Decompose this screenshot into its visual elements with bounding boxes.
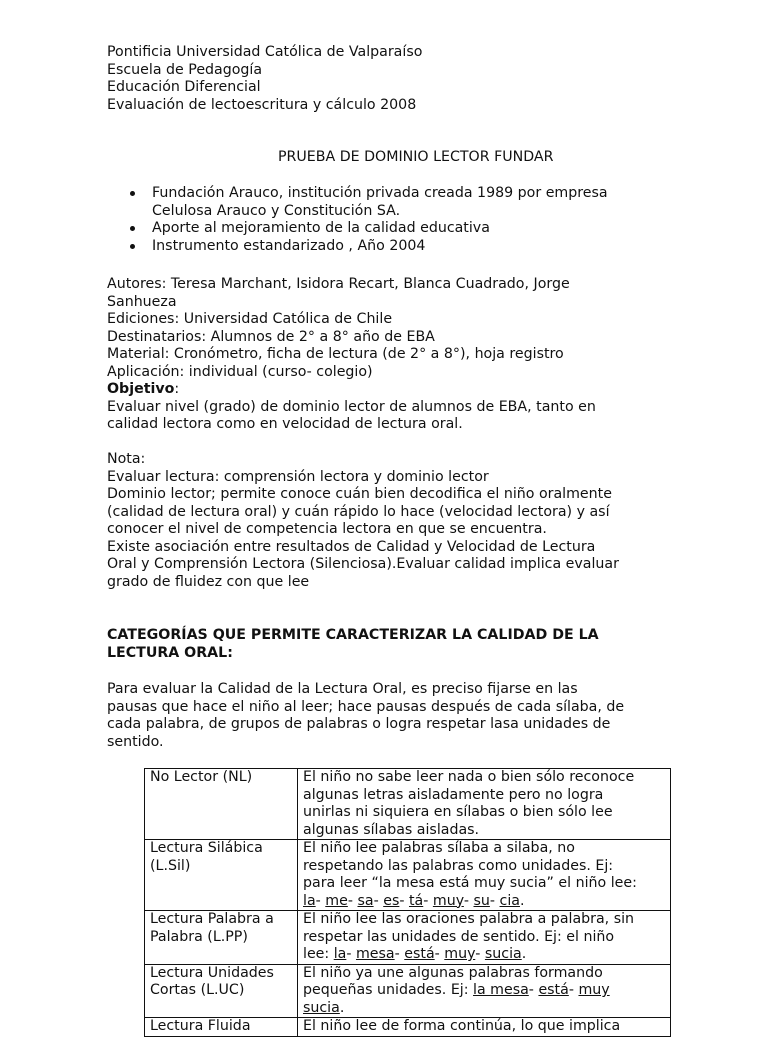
word-example [303, 946, 667, 964]
syllable: tá [408, 892, 424, 909]
word: está [404, 946, 435, 962]
description-line: El niño lee de forma continúa, lo que implica [303, 1018, 621, 1034]
nota-line-7: grado de fluidez con que lee [107, 573, 310, 590]
nota-line-2: Dominio lector; permite conoce cuán bien decodifica el niño oralmente [107, 486, 612, 502]
separator: - [399, 892, 409, 909]
section-heading-line-2: LECTURA ORAL: [107, 644, 233, 661]
list-item [107, 185, 667, 220]
nota-line-1: Evaluar lectura: comprensión lectora y dominio lector [107, 468, 489, 485]
objetivo-line-2: calidad lectora como en velocidad de lectura oral. [107, 416, 463, 432]
document-header [107, 44, 667, 114]
description-line: respetando las palabras como unidades. Ej: [303, 857, 614, 874]
syllable: muy [432, 892, 464, 909]
table-row [145, 964, 671, 1018]
category-cell [145, 840, 298, 911]
course-name: Evaluación de lectoescritura y cálculo 2008 [107, 96, 417, 113]
category-palabra-line-1: Lectura Palabra a [150, 911, 274, 927]
aplicacion: Aplicación: individual (curso- colegio) [107, 363, 373, 380]
description-line: algunas sílabas aisladas. [303, 821, 480, 838]
description-line: unirlas ni siquiera en sílabas o bien sólo lee [303, 804, 613, 820]
autores-line-2: Sanhueza [107, 293, 177, 310]
separator: - [434, 946, 445, 962]
autores-line-1: Autores: Teresa Marchant, Isidora Recart, Blanca Cuadrado, Jorge [107, 276, 570, 292]
list-item [107, 238, 667, 256]
ediciones: Ediciones: Universidad Católica de Chile [107, 311, 393, 327]
description-line: El niño lee las oraciones palabra a palabra, sin [303, 911, 635, 927]
category-cell [145, 1018, 298, 1037]
separator: - [347, 892, 358, 909]
categories-table [144, 768, 671, 1037]
section-intro [107, 681, 667, 751]
description-line: para leer “la mesa está muy sucia” el niño lee: [303, 875, 637, 891]
list-item [107, 220, 667, 238]
intro-line-1: Para evaluar la Calidad de la Lectura Oral, es preciso fijarse en las [107, 681, 578, 697]
nota-line-4: conocer el nivel de competencia lectora en que se encuentra. [107, 521, 547, 537]
nota-label: Nota: [107, 451, 146, 467]
unit: sucia [303, 999, 340, 1016]
nota-line-5: Existe asociación entre resultados de Calidad y Velocidad de Lectura [107, 538, 596, 555]
description-line: El niño ya une algunas palabras formando [303, 964, 603, 981]
unit-example [303, 982, 667, 1000]
objetivo-line-1: Evaluar nivel (grado) de dominio lector de alumnos de EBA, tanto en [107, 398, 596, 415]
category-cell [145, 769, 298, 840]
separator: - [528, 982, 539, 998]
bullet-1-line-2: Celulosa Arauco y Constitución SA. [152, 202, 401, 219]
word: la [333, 946, 347, 962]
syllable: me [325, 892, 348, 909]
description-line: El niño no sabe leer nada o bien sólo reconoce [303, 769, 635, 785]
description-cell [298, 769, 671, 840]
category-unidades-line-2: Cortas (L.UC) [150, 982, 245, 998]
description-line: respetar las unidades de sentido. Ej: el niño [303, 928, 615, 945]
table-row [145, 911, 671, 965]
page-title: PRUEBA DE DOMINIO LECTOR FUNDAR [278, 149, 554, 165]
word: mesa [355, 946, 395, 962]
unit-example-cont [303, 1000, 667, 1018]
category-silabica-line-2: (L.Sil) [150, 857, 191, 874]
description-line: El niño lee palabras sílaba a silaba, no [303, 840, 575, 856]
category-unidades-line-1: Lectura Unidades [150, 964, 274, 981]
unit: está [538, 982, 569, 998]
table-row [145, 1018, 671, 1037]
bullet-list [107, 185, 667, 255]
school-name: Escuela de Pedagogía [107, 61, 263, 78]
word: muy [444, 946, 476, 962]
nota-line-3: (calidad de lectura oral) y cuán rápido lo hace (velocidad lectora) y así [107, 503, 610, 520]
word-example-prefix: lee: [303, 946, 334, 962]
nota-block [107, 451, 667, 591]
period: . [339, 999, 345, 1016]
syllable: su [473, 892, 490, 909]
syllable: la [303, 892, 316, 909]
material: Material: Cronómetro, ficha de lectura (de 2° a 8°), hoja registro [107, 346, 564, 362]
category-fluida: Lectura Fluida [150, 1018, 251, 1034]
unit-example-prefix: pequeñas unidades. Ej: [303, 982, 474, 998]
syllable: sa [357, 892, 374, 909]
word: sucia [484, 946, 522, 962]
unit: muy [578, 982, 610, 998]
separator: - [489, 892, 500, 909]
table-row [145, 769, 671, 840]
separator: - [475, 946, 485, 962]
intro-line-2: pausas que hace el niño al leer; hace pausas después de cada sílaba, de [107, 698, 625, 715]
section-heading-line-1: CATEGORÍAS QUE PERMITE CARACTERIZAR LA CALIDAD DE LA [107, 627, 599, 643]
nota-line-6: Oral y Comprensión Lectora (Silenciosa).Evaluar calidad implica evaluar [107, 556, 619, 572]
separator: - [373, 892, 384, 909]
period: . [519, 892, 525, 909]
description-line: algunas letras aisladamente pero no logra [303, 786, 604, 803]
description-cell [298, 840, 671, 911]
bullet-1-line-1: Fundación Arauco, institución privada creada 1989 por empresa [152, 185, 608, 201]
university-name: Pontificia Universidad Católica de Valparaíso [107, 44, 423, 60]
syllable: es [383, 892, 400, 909]
description-cell [298, 964, 671, 1018]
department-name: Educación Diferencial [107, 79, 261, 95]
separator: - [423, 892, 433, 909]
separator: - [346, 946, 356, 962]
info-block [107, 276, 667, 434]
category-cell [145, 964, 298, 1018]
category-cell [145, 911, 298, 965]
objetivo-colon: : [174, 381, 180, 397]
destinatarios: Destinatarios: Alumnos de 2° a 8° año de EBA [107, 328, 435, 345]
syllable: cia [499, 892, 520, 909]
category-no-lector: No Lector (NL) [150, 769, 253, 785]
intro-line-3: cada palabra, de grupos de palabras o logra respetar lasa unidades de [107, 716, 611, 732]
section-heading [107, 627, 667, 662]
separator: - [568, 982, 579, 998]
separator: - [463, 892, 474, 909]
table-row [145, 840, 671, 911]
category-silabica-line-1: Lectura Silábica [150, 840, 263, 856]
objetivo-label: Objetivo [107, 381, 175, 397]
objetivo-heading [107, 381, 667, 399]
period: . [521, 946, 527, 962]
category-palabra-line-2: Palabra (L.PP) [150, 928, 248, 945]
syllable-example [303, 893, 667, 911]
unit: la mesa [473, 982, 529, 998]
separator: - [315, 892, 326, 909]
bullet-2-text: Aporte al mejoramiento de la calidad educativa [152, 220, 490, 236]
description-cell [298, 911, 671, 965]
bullet-3-text: Instrumento estandarizado , Año 2004 [152, 237, 426, 254]
description-cell [298, 1018, 671, 1037]
separator: - [394, 946, 405, 962]
intro-line-4: sentido. [107, 733, 164, 750]
